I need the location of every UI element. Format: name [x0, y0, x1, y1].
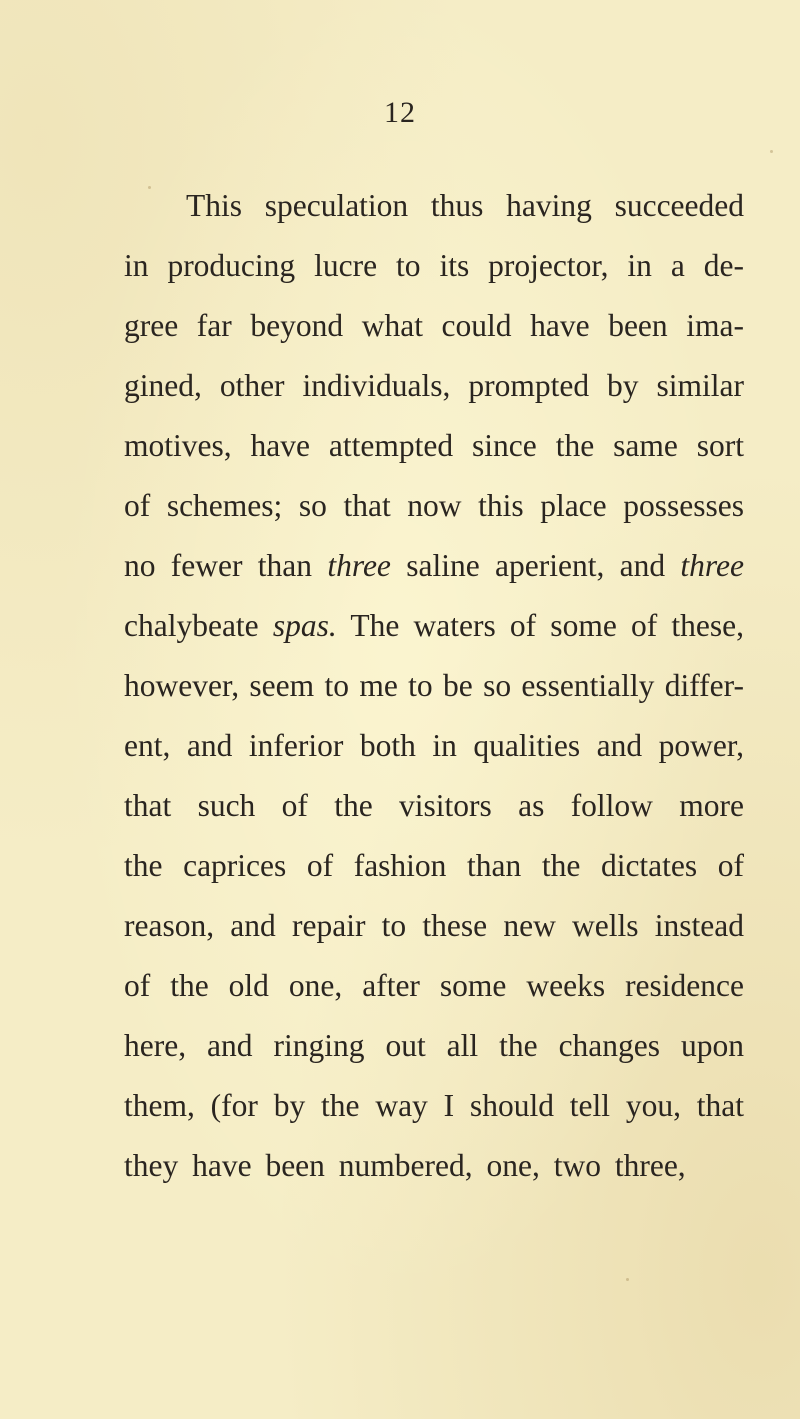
- text-segment: they have been numbered, one, two three,: [124, 1148, 686, 1183]
- text-line: [124, 1016, 744, 1076]
- italic-text: spas.: [272, 608, 337, 643]
- italic-text: three: [680, 548, 744, 583]
- text-segment: reason, and repair to these new wells instead: [124, 908, 744, 943]
- text-segment: the caprices of fashion than the dictates of: [124, 848, 744, 883]
- text-segment: motives, have attempted since the same sort: [124, 428, 744, 463]
- paper-speck: [148, 186, 151, 189]
- text-segment: This speculation thus having succeeded: [186, 188, 744, 223]
- text-segment: of the old one, after some weeks residence: [124, 968, 744, 1003]
- text-line: [124, 536, 744, 596]
- text-line: [124, 596, 744, 656]
- text-segment: gined, other individuals, prompted by similar: [124, 368, 744, 403]
- paper-speck: [770, 150, 773, 153]
- text-segment: them, (for by the way I should tell you, that: [124, 1088, 744, 1123]
- text-segment: however, seem to me to be so essentially differ-: [124, 668, 744, 703]
- text-segment: in producing lucre to its projector, in a de-: [124, 248, 744, 283]
- text-segment: The waters of some of these,: [336, 608, 744, 643]
- text-line: [124, 176, 744, 236]
- text-line: [124, 956, 744, 1016]
- text-line: [124, 1076, 744, 1136]
- text-line: [124, 356, 744, 416]
- paper-speck: [626, 1278, 629, 1281]
- italic-text: three: [327, 548, 391, 583]
- text-line: [124, 656, 744, 716]
- text-segment: ent, and inferior both in qualities and power,: [124, 728, 744, 763]
- text-segment: that such of the visitors as follow more: [124, 788, 744, 823]
- text-segment: here, and ringing out all the changes upon: [124, 1028, 744, 1063]
- text-segment: no fewer than: [124, 548, 328, 583]
- text-line: [124, 1136, 744, 1196]
- body-text: [124, 176, 744, 1196]
- text-line: [124, 896, 744, 956]
- text-line: [124, 836, 744, 896]
- text-line: [124, 776, 744, 836]
- text-segment: chalybeate: [124, 608, 273, 643]
- text-segment: of schemes; so that now this place possesses: [124, 488, 744, 523]
- text-segment: gree far beyond what could have been ima-: [124, 308, 744, 343]
- text-line: [124, 296, 744, 356]
- text-line: [124, 236, 744, 296]
- page-number: 12: [384, 96, 416, 129]
- text-segment: saline aperient, and: [390, 548, 681, 583]
- text-line: [124, 476, 744, 536]
- text-line: [124, 416, 744, 476]
- text-line: [124, 716, 744, 776]
